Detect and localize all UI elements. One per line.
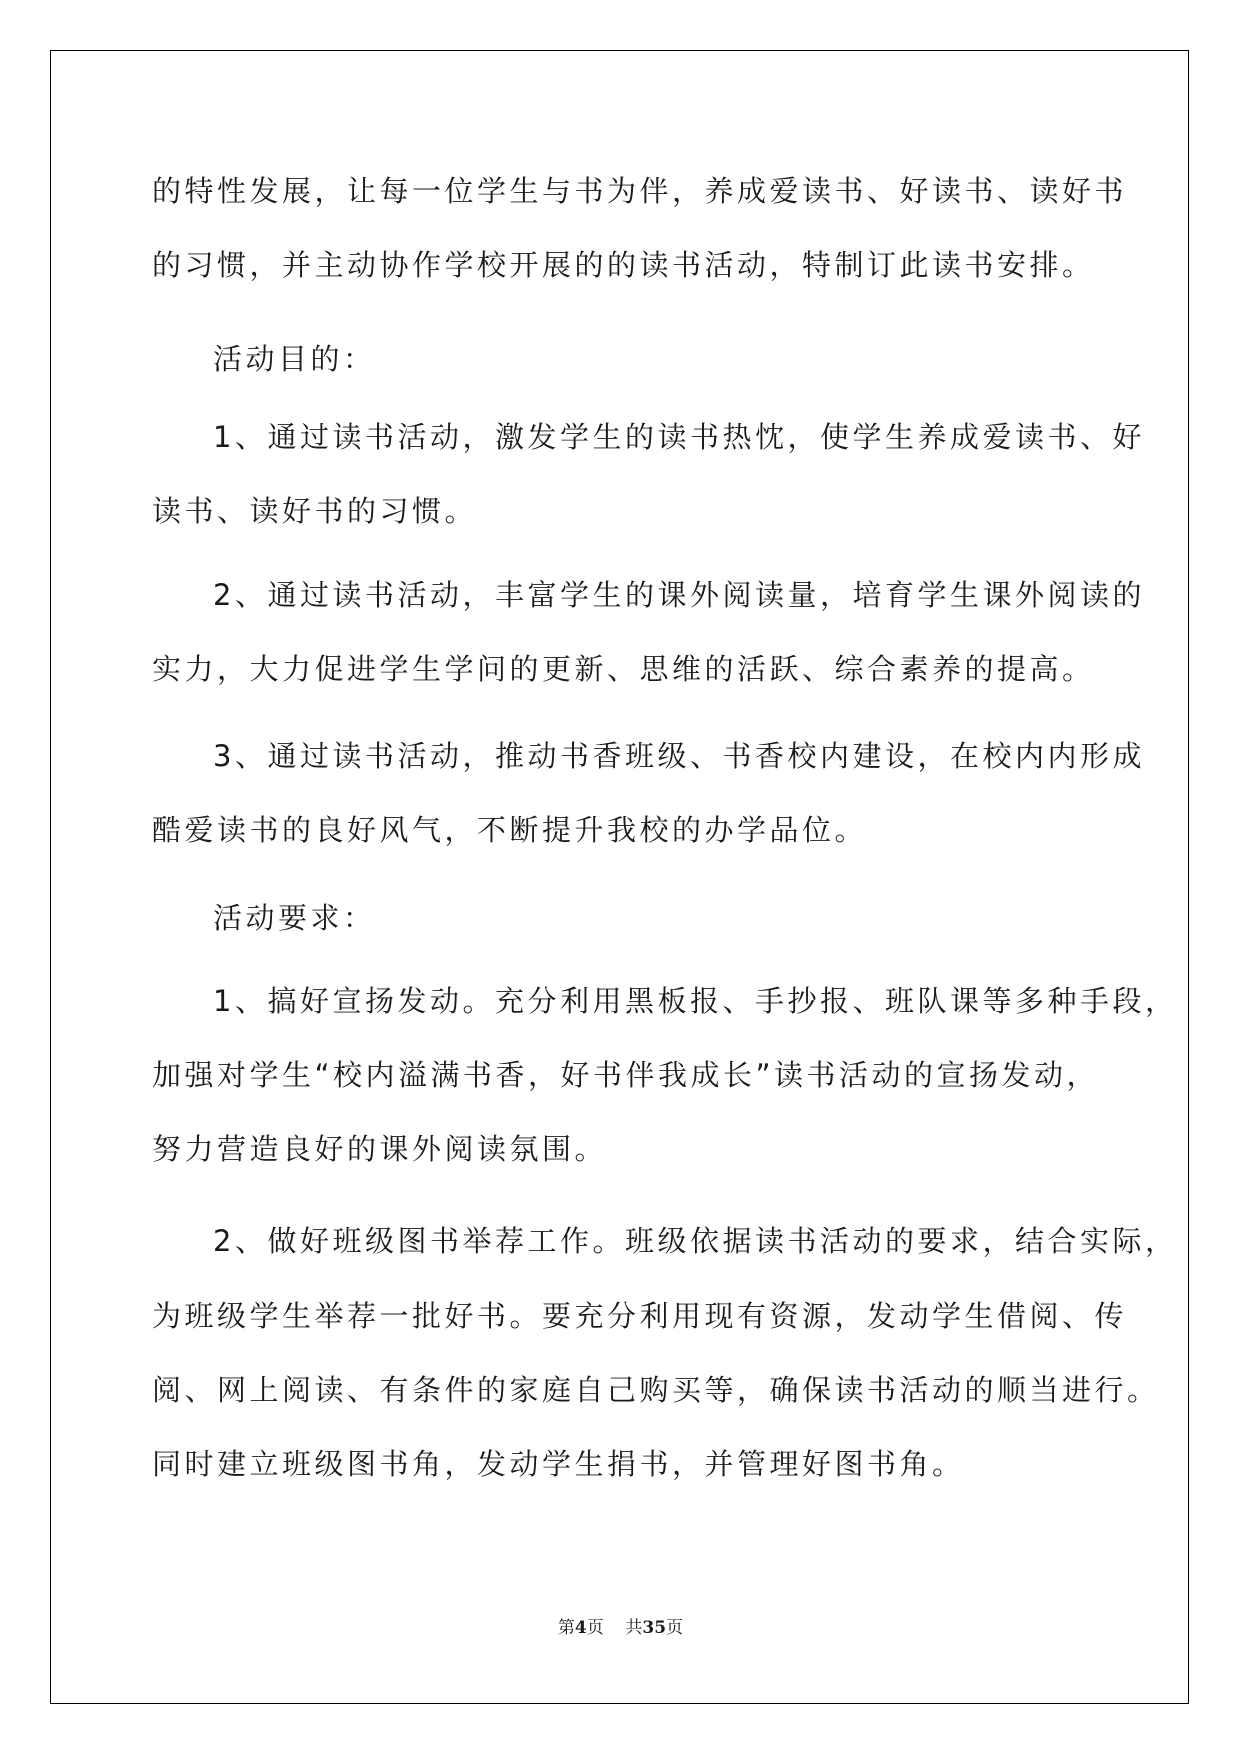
heading-activity-purpose: 活动目的： [213, 342, 376, 376]
purpose-item-1-line-1: 1、通过读书活动，激发学生的读书热忱，使学生养成爱读书、好 [213, 420, 1145, 454]
footer-prefix: 第 [557, 1618, 575, 1638]
footer-suffix: 页 [666, 1618, 684, 1638]
purpose-item-1-line-2: 读书、读好书的习惯。 [152, 494, 478, 528]
paragraph-1-line-2: 的习惯，并主动协作学校开展的的读书活动，特制订此读书安排。 [152, 248, 1095, 282]
requirement-item-2-line-1: 2、做好班级图书举荐工作。班级依据读书活动的要求，结合实际， [213, 1224, 1178, 1258]
requirement-item-1-line-2: 加强对学生“校内溢满书香，好书伴我成长”读书活动的宣扬发动， [152, 1058, 1100, 1092]
purpose-item-2-line-1: 2、通过读书活动，丰富学生的课外阅读量，培育学生课外阅读的 [213, 578, 1145, 612]
requirement-item-2-line-4: 同时建立班级图书角，发动学生捐书，并管理好图书角。 [152, 1447, 965, 1481]
purpose-item-3-line-1: 3、通过读书活动，推动书香班级、书香校内建设，在校内内形成 [213, 739, 1145, 773]
requirement-item-2-line-3: 阅、网上阅读、有条件的家庭自己购买等，确保读书活动的顺当进行。 [152, 1373, 1160, 1407]
purpose-item-3-line-2: 酷爱读书的良好风气，不断提升我校的办学品位。 [152, 813, 868, 847]
paragraph-1-line-1: 的特性发展，让每一位学生与书为伴，养成爱读书、好读书、读好书 [152, 174, 1128, 208]
footer-middle: 页 共 [586, 1618, 643, 1638]
requirement-item-2-line-2: 为班级学生举荐一批好书。要充分利用现有资源，发动学生借阅、传 [152, 1299, 1128, 1333]
heading-activity-requirements: 活动要求： [213, 901, 376, 935]
page-footer [0, 1617, 1241, 1639]
requirement-item-1-line-3: 努力营造良好的课外阅读氛围。 [152, 1132, 608, 1166]
requirement-item-1-line-1: 1、搞好宣扬发动。充分利用黑板报、手抄报、班队课等多种手段， [213, 984, 1178, 1018]
total-page-count: 35 [642, 1618, 667, 1638]
current-page-number: 4 [574, 1618, 587, 1638]
purpose-item-2-line-2: 实力，大力促进学生学问的更新、思维的活跃、综合素养的提高。 [152, 652, 1095, 686]
